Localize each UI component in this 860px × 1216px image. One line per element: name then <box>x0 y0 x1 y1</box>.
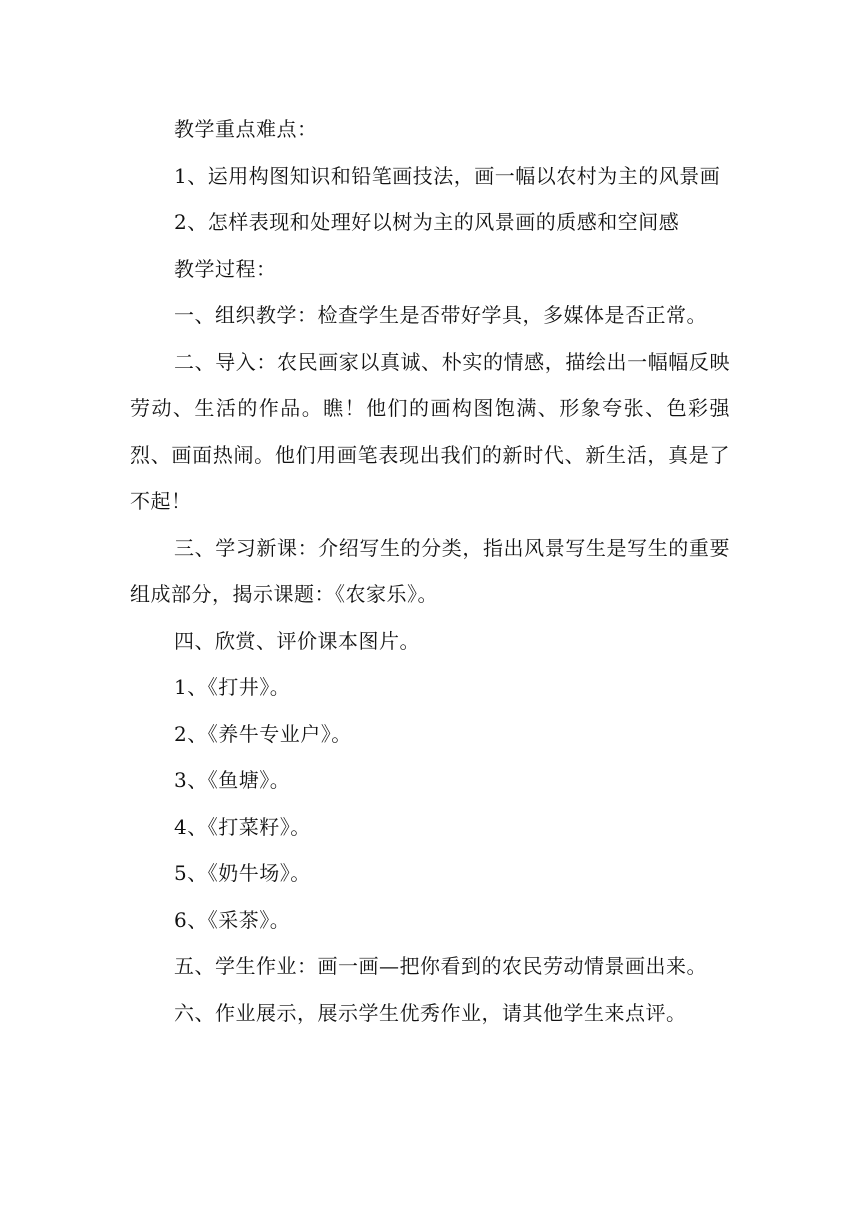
picture-item-6: 6、《采茶》。 <box>174 907 291 932</box>
key-point-1: 1、运用构图知识和铅笔画技法，画一幅以农村为主的风景画 <box>174 163 721 188</box>
picture-item-5: 5、《奶牛场》。 <box>174 861 311 885</box>
step-organize: 一、组织教学：检查学生是否带好学具，多媒体是否正常。 <box>174 303 707 327</box>
step-showcase: 六、作业展示，展示学生优秀作业，请其他学生来点评。 <box>174 1000 687 1025</box>
step-appreciate: 四、欣赏、评价课本图片。 <box>174 628 420 653</box>
step-new-lesson: 三、学习新课：介绍写生的分类，指出风景写生是写生的重要组成部分，揭示课题：《农家乐》。 <box>130 535 730 606</box>
step-introduction: 二、导入：农民画家以真诚、朴实的情感，描绘出一幅幅反映劳动、生活的作品。瞧！他们的画构图饱满、形象夸张、色彩强烈、画面热闹。他们用画笔表现出我们的新时代、新生活，真是了不起！ <box>130 349 730 513</box>
picture-item-3: 3、《鱼塘》。 <box>174 768 291 792</box>
key-point-2: 2、怎样表现和处理好以树为主的风景画的质感和空间感 <box>174 210 680 234</box>
document-page <box>130 106 730 1036</box>
picture-item-1: 1、《打井》。 <box>174 675 291 699</box>
heading-teaching-process: 教学过程： <box>174 256 277 281</box>
picture-item-2: 2、《养牛专业户》。 <box>174 721 352 746</box>
heading-key-points: 教学重点难点： <box>174 117 318 141</box>
step-homework: 五、学生作业：画一画—把你看到的农民劳动情景画出来。 <box>174 954 707 978</box>
picture-item-4: 4、《打菜籽》。 <box>174 814 311 839</box>
